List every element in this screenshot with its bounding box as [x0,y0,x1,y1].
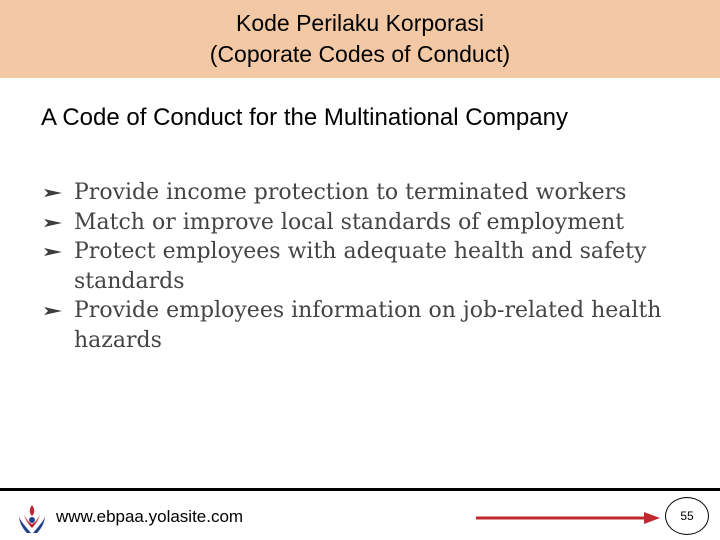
arrow-bullet-icon [44,247,62,257]
bullet-item [44,208,684,238]
bullet-item [44,296,684,355]
ebpaa-logo-icon[interactable] [16,503,48,535]
bullet-text: Provide income protection to terminated workers [74,180,627,205]
footer-divider [0,488,720,491]
arrow-bullet-icon [44,306,62,316]
arrow-right-icon [476,510,660,526]
slide-title-line-1: Kode Perilaku Korporasi [235,10,485,36]
bullet-text: Protect employees with adequate health and safety standards [74,239,647,294]
title-bar [0,0,720,78]
website-link[interactable]: www.ebpaa.yolasite.com [56,507,244,526]
bullet-item [44,237,684,296]
bullet-text: Provide employees information on job-related health hazards [74,298,662,353]
bullet-list [44,178,684,355]
page-number-badge [665,497,709,535]
page-number: 55 [680,509,694,523]
bullet-item [44,178,684,208]
slide-heading: A Code of Conduct for the Multinational Company [41,104,568,131]
bullet-text: Match or improve local standards of employment [74,209,625,235]
arrow-bullet-icon [44,188,62,198]
slide-title-line-2: (Coporate Codes of Conduct) [209,41,511,67]
arrow-bullet-icon [44,218,62,228]
